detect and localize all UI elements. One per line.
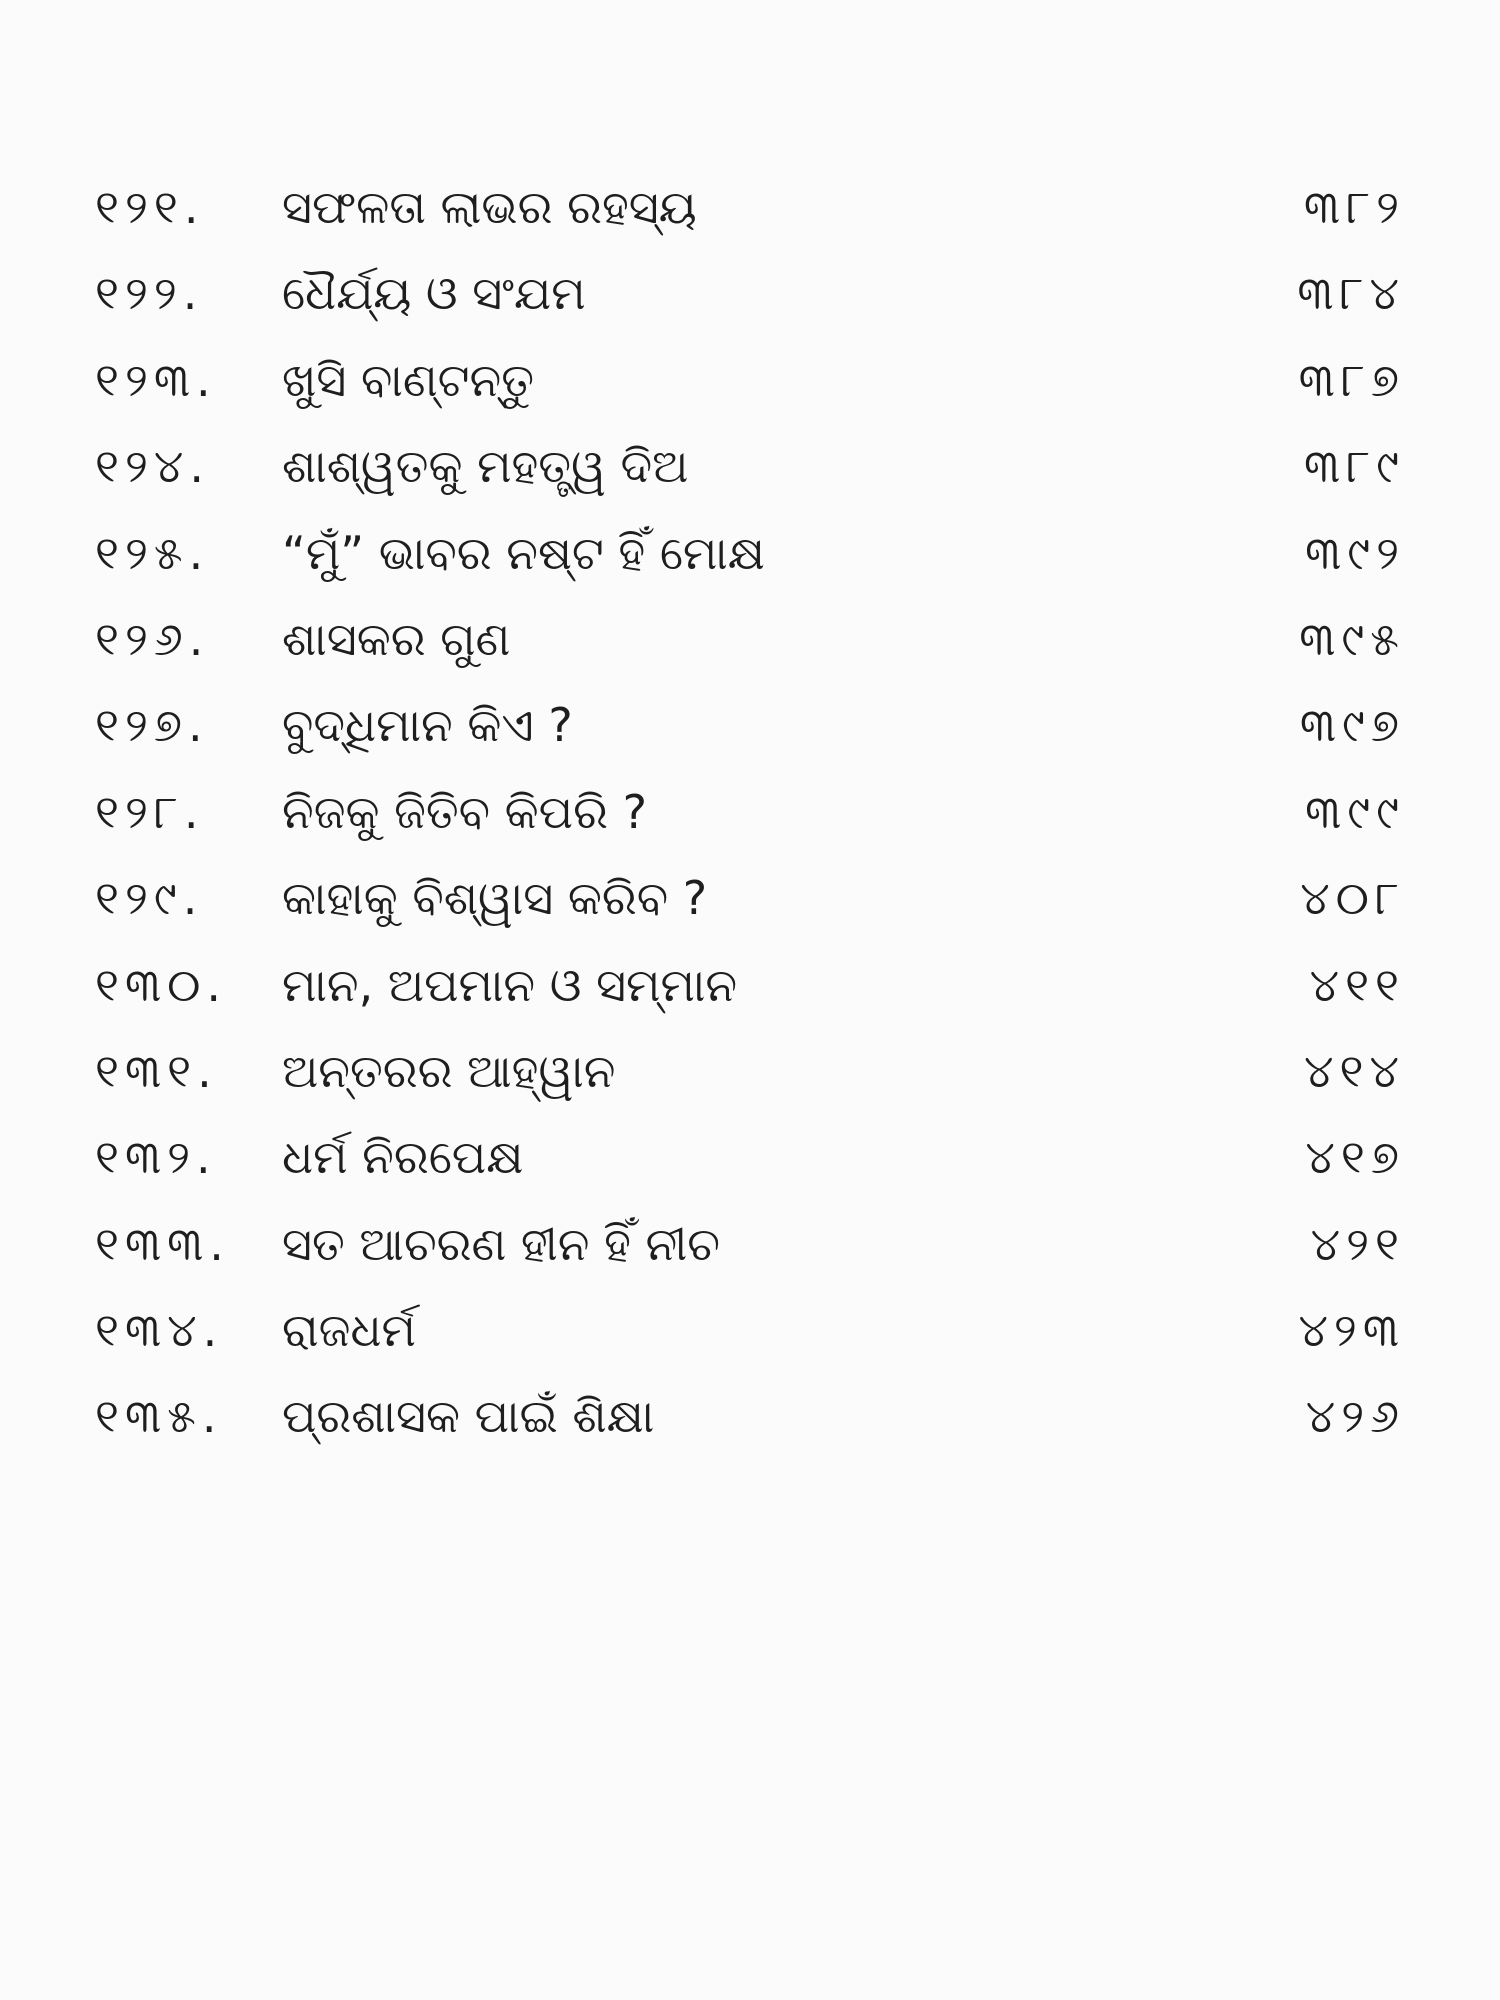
toc-entry-title: ମାନ, ଅପମାନ ଓ ସମ୍ମାନ [282,957,738,1012]
toc-entry-title: ସଫଳତା ଲାଭର ରହସ୍ୟ [282,180,697,234]
toc-entry-number: ୧୩୫. [95,1389,223,1444]
toc-entry-title: କାହାକୁ ବିଶ୍ୱାସ କରିବ ? [282,871,708,926]
toc-entry-page: ୪୧୪ [1304,1043,1405,1098]
toc-entry-page: ୩୯୫ [1299,611,1405,666]
toc-entry-124 [95,431,1405,517]
toc-entry-number: ୧୩୪. [95,1303,224,1358]
toc-entry-page: ୪୧୭ [1305,1130,1405,1185]
toc-entry-133 [95,1209,1405,1295]
toc-entry-121 [95,172,1405,258]
toc-entry-page: ୩୮୪ [1297,266,1405,321]
toc-entry-title: ଶାଶ୍ୱତକୁ ମହତ୍ତ୍ୱ ଦିଅ [282,439,689,494]
toc-entry-128 [95,777,1405,863]
toc-entry-page: ୩୮୨ [1303,180,1405,234]
toc-entry-122 [95,258,1405,344]
table-of-contents [95,172,1405,1468]
toc-entry-129 [95,863,1405,949]
toc-entry-123 [95,345,1405,431]
toc-entry-number: ୧୨୨. [95,266,204,321]
toc-entry-135 [95,1381,1405,1467]
toc-entry-page: ୪୧୧ [1309,957,1405,1012]
toc-entry-page: ୩୯୨ [1305,525,1405,580]
toc-entry-page: ୪୨୩ [1298,1303,1405,1358]
toc-entry-title: ଶାସକର ଗୁଣ [282,611,511,666]
toc-entry-number: ୧୨୭. [95,698,209,753]
toc-entry-title: ଧୈର୍ଯ୍ୟ ଓ ସଂଯମ [282,266,586,321]
toc-entry-title: ପ୍ରଶାସକ ପାଇଁ ଶିକ୍ଷା [282,1389,655,1444]
toc-entry-number: ୧୩୨. [95,1130,217,1185]
toc-entry-page: ୪୨୬ [1305,1389,1405,1444]
toc-entry-page: ୩୮୭ [1298,352,1405,407]
toc-entry-page: ୩୯୯ [1305,784,1405,839]
toc-entry-page: ୪୦୮ [1300,871,1405,926]
toc-entry-132 [95,1122,1405,1208]
toc-entry-number: ୧୨୮. [95,784,205,839]
toc-entry-127 [95,690,1405,776]
toc-entry-title: ନିଜକୁ ଜିତିବ କିପରି ? [282,784,647,839]
toc-entry-number: ୧୩୩. [95,1216,230,1271]
toc-entry-title: ଧର୍ମ ନିରପେକ୍ଷ [282,1130,524,1185]
toc-entry-number: ୧୨୪. [95,439,210,494]
toc-entry-page: ୪୨୧ [1310,1216,1405,1271]
toc-entry-number: ୧୩୦. [95,957,228,1012]
toc-entry-number: ୧୨୯. [95,871,204,926]
toc-entry-number: ୧୨୧. [95,180,205,234]
toc-entry-title: ରାଜଧର୍ମ [282,1303,416,1358]
toc-entry-131 [95,1036,1405,1122]
toc-entry-134 [95,1295,1405,1381]
toc-entry-page: ୩୯୭ [1299,698,1405,753]
toc-entry-number: ୧୩୧. [95,1043,218,1098]
toc-entry-title: ଖୁସି ବାଣ୍ଟନ୍ତୁ [282,352,535,407]
toc-entry-125 [95,518,1405,604]
toc-entry-title: ଅନ୍ତରର ଆହ୍ୱାନ [282,1043,616,1098]
toc-entry-title: ସତ ଆଚରଣ ହୀନ ହିଁ ନୀଚ [282,1216,720,1271]
toc-entry-number: ୧୨୩. [95,352,217,407]
toc-entry-page: ୩୮୯ [1303,439,1405,494]
toc-entry-number: ୧୨୫. [95,525,210,580]
toc-entry-title: ବୁଦ୍ଧିମାନ କିଏ ? [282,698,573,753]
toc-entry-number: ୧୨୬. [95,611,210,666]
toc-entry-130 [95,950,1405,1036]
toc-entry-title: “ମୁଁ” ଭାବର ନଷ୍ଟ ହିଁ ମୋକ୍ଷ [282,525,765,580]
toc-entry-126 [95,604,1405,690]
